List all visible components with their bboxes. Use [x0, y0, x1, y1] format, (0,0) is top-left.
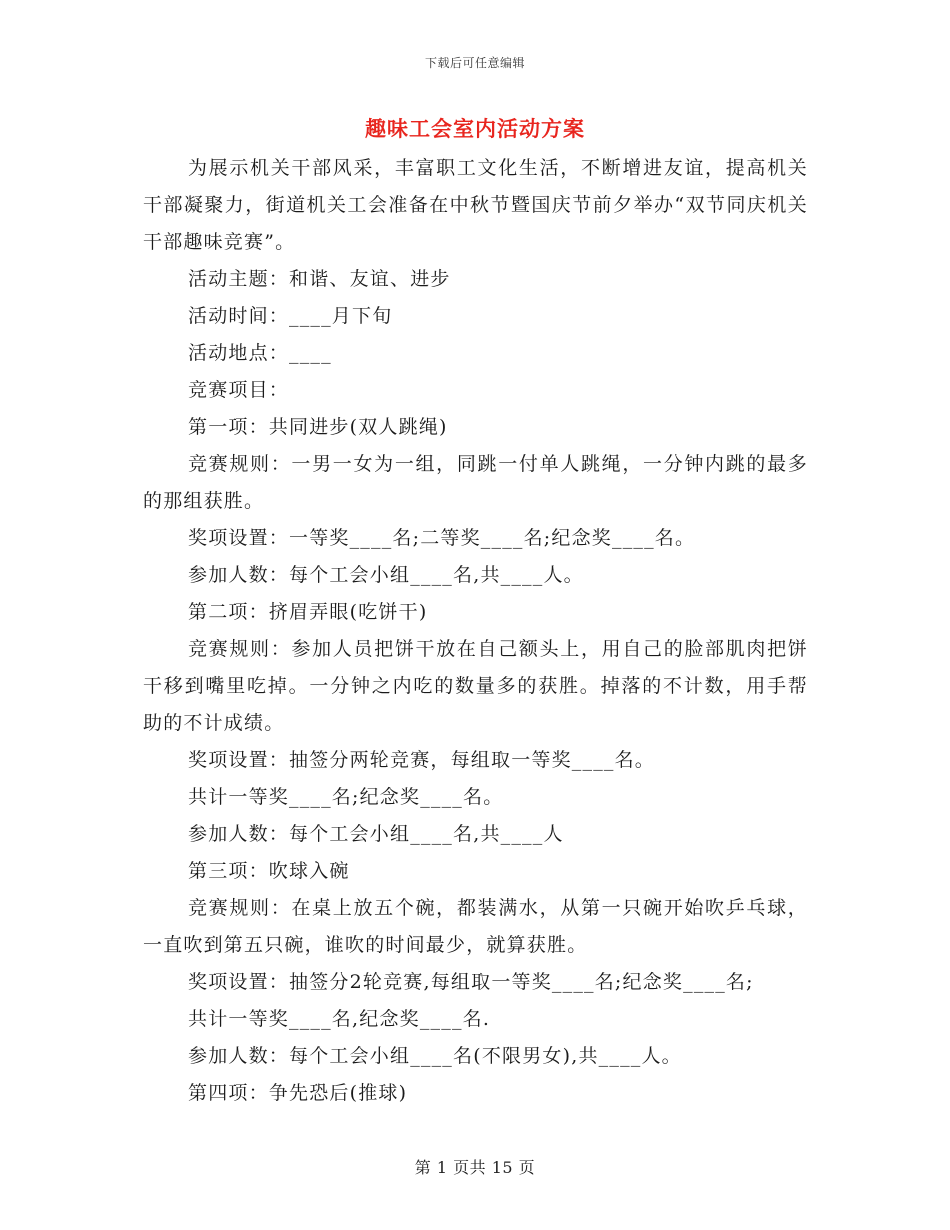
event3-rules: 竞赛规则：在桌上放五个碗，都装满水，从第一只碗开始吹乒乓球，一直吹到第五只碗，谁吹的时间最少，就算获胜。 — [143, 897, 808, 956]
event1-awards: 奖项设置：一等奖____名;二等奖____名;纪念奖____名。 — [188, 527, 696, 549]
event2-awards-total: 共计一等奖____名;纪念奖____名。 — [188, 786, 504, 808]
activity-time: 活动时间：____月下旬 — [188, 305, 393, 327]
event2-rules: 竞赛规则：参加人员把饼干放在自己额头上，用自己的脸部肌肉把饼干移到嘴里吃掉。一分钟之内吃的数量多的获胜。掉落的不计数，用手帮助的不计成绩。 — [143, 638, 808, 734]
document-title: 趣味工会室内活动方案 — [365, 116, 585, 141]
event1-participants: 参加人数：每个工会小组____名,共____人。 — [188, 564, 584, 586]
page-indicator: 第 1 页共 15 页 — [414, 1158, 536, 1177]
event2-participants: 参加人数：每个工会小组____名,共____人 — [188, 823, 564, 845]
event1-title: 第一项：共同进步(双人跳绳) — [188, 416, 448, 438]
activity-place: 活动地点：____ — [188, 342, 332, 364]
event2-awards: 奖项设置：抽签分两轮竞赛，每组取一等奖____名。 — [188, 749, 656, 771]
event3-awards-total: 共计一等奖____名,纪念奖____名. — [188, 1008, 491, 1030]
event3-participants: 参加人数：每个工会小组____名(不限男女),共____人。 — [188, 1045, 682, 1067]
event1-rules: 竞赛规则：一男一女为一组，同跳一付单人跳绳，一分钟内跳的最多的那组获胜。 — [143, 453, 808, 512]
activity-theme: 活动主题：和谐、友谊、进步 — [188, 268, 451, 290]
header-note: 下载后可任意编辑 — [424, 56, 525, 70]
event4-title: 第四项：争先恐后(推球) — [188, 1082, 408, 1104]
intro-paragraph: 为展示机关干部风采，丰富职工文化生活，不断增进友谊，提高机关干部凝聚力，街道机关工会准备在中秋节暨国庆节前夕举办“双节同庆机关干部趣味竞赛”。 — [143, 157, 808, 253]
document-body — [143, 150, 808, 1112]
items-heading: 竞赛项目： — [188, 379, 290, 401]
event3-awards: 奖项设置：抽签分2轮竞赛,每组取一等奖____名;纪念奖____名; — [188, 971, 754, 993]
event2-title: 第二项：挤眉弄眼(吃饼干) — [188, 601, 428, 623]
event3-title: 第三项：吹球入碗 — [188, 860, 350, 882]
